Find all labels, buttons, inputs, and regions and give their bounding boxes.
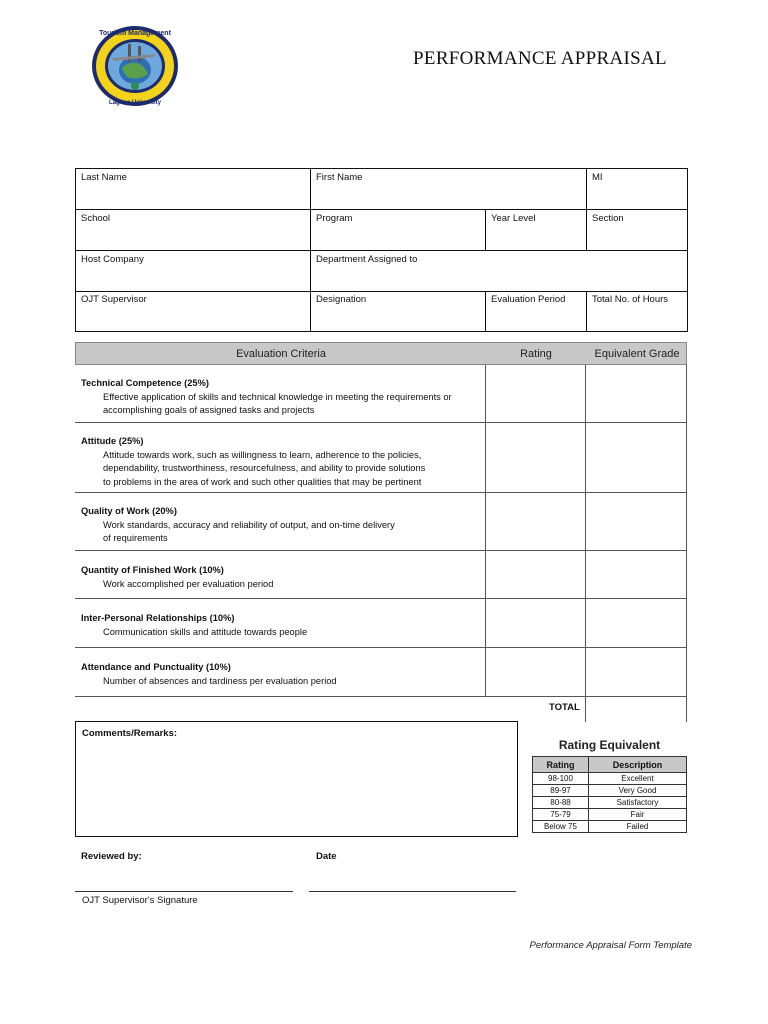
criterion-description: Attitude towards work, such as willingness to learn, adherence to the policies, [103, 449, 422, 460]
rating-description: Satisfactory [589, 797, 687, 809]
criterion-row [75, 551, 687, 599]
rating-equivalent-table [532, 756, 687, 833]
criterion-title: Technical Competence (25%) [81, 378, 209, 388]
program-field[interactable]: Program [311, 210, 486, 250]
year-level-field[interactable]: Year Level [486, 210, 587, 250]
rating-description: Failed [589, 821, 687, 833]
total-cell[interactable] [585, 697, 686, 722]
info-row-name [76, 169, 687, 210]
first-name-field[interactable]: First Name [311, 169, 587, 209]
criterion-text [81, 661, 481, 688]
info-row-school [76, 210, 687, 251]
description-column-header: Description [589, 757, 687, 773]
info-row-company [76, 251, 687, 292]
section-field[interactable]: Section [592, 213, 624, 224]
criterion-description: to problems in the area of work and such other qualities that may be pertinent [103, 476, 422, 487]
table-row [533, 809, 687, 821]
reviewed-by-label: Reviewed by: [81, 851, 142, 862]
table-row [533, 821, 687, 833]
total-label: TOTAL [549, 702, 580, 713]
criterion-text [81, 435, 481, 489]
rating-description: Excellent [589, 773, 687, 785]
criterion-row [75, 493, 687, 551]
date-label: Date [316, 851, 337, 862]
column-divider [686, 365, 687, 722]
criterion-text [81, 377, 481, 418]
evaluation-period-field[interactable]: Evaluation Period [486, 291, 587, 331]
template-note: Performance Appraisal Form Template [529, 940, 692, 951]
criterion-row [75, 365, 687, 423]
rating-header: Rating [520, 348, 552, 360]
table-row [533, 773, 687, 785]
rating-range: 80-88 [533, 797, 589, 809]
rating-range: Below 75 [533, 821, 589, 833]
school-field[interactable]: School [76, 210, 311, 250]
signature-label: OJT Supervisor's Signature [82, 895, 198, 906]
svg-text:Laguna University: Laguna University [108, 100, 162, 106]
criterion-text [81, 564, 481, 591]
criterion-title: Inter-Personal Relationships (10%) [81, 613, 235, 623]
host-company-field[interactable]: Host Company [76, 251, 311, 291]
total-hours-field[interactable]: Total No. of Hours [592, 294, 669, 305]
criterion-title: Quality of Work (20%) [81, 506, 177, 516]
criterion-description: Communication skills and attitude towards people [103, 626, 308, 637]
rating-range: 98-100 [533, 773, 589, 785]
rating-range: 75-79 [533, 809, 589, 821]
university-seal-logo [90, 24, 180, 108]
table-row [533, 785, 687, 797]
info-row-supervisor [76, 291, 687, 331]
comments-label: Comments/Remarks: [82, 728, 178, 739]
rating-equivalent-title: Rating Equivalent [558, 738, 661, 752]
student-info-table [75, 168, 688, 332]
column-divider [485, 365, 486, 697]
comments-box[interactable] [75, 721, 518, 837]
criterion-row [75, 648, 687, 697]
department-field[interactable]: Department Assigned to [316, 254, 418, 265]
ojt-supervisor-field[interactable]: OJT Supervisor [76, 291, 311, 331]
criterion-title: Quantity of Finished Work (10%) [81, 565, 224, 575]
criterion-description: accomplishing goals of assigned tasks and projects [103, 405, 315, 416]
date-line[interactable] [309, 891, 516, 892]
criterion-title: Attendance and Punctuality (10%) [81, 662, 231, 672]
criterion-row [75, 423, 687, 493]
svg-text:Tourism Management: Tourism Management [99, 30, 171, 37]
evaluation-header [75, 342, 687, 365]
criterion-description: Work standards, accuracy and reliability of output, and on-time delivery [103, 519, 395, 530]
grade-header: Equivalent Grade [594, 348, 680, 360]
designation-field[interactable]: Designation [311, 291, 486, 331]
criterion-text [81, 612, 481, 639]
criterion-description: of requirements [103, 533, 168, 544]
rating-column-header: Rating [533, 757, 589, 773]
criterion-row [75, 599, 687, 648]
signature-line[interactable] [75, 891, 293, 892]
table-row [533, 797, 687, 809]
table-header-row [533, 757, 687, 773]
rating-description: Very Good [589, 785, 687, 797]
criterion-description: Effective application of skills and technical knowledge in meeting the requirements or [103, 391, 452, 402]
criterion-description: Number of absences and tardiness per evaluation period [103, 675, 337, 686]
page-title: PERFORMANCE APPRAISAL [413, 48, 667, 69]
criterion-description: dependability, trustworthiness, resourcefulness, and ability to provide solutions [103, 463, 426, 474]
criterion-text [81, 505, 481, 546]
criterion-title: Attitude (25%) [81, 436, 144, 446]
mi-field[interactable]: MI [592, 172, 603, 183]
last-name-field[interactable]: Last Name [76, 169, 311, 209]
rating-range: 89-97 [533, 785, 589, 797]
criteria-header: Evaluation Criteria [236, 348, 326, 360]
rating-description: Fair [589, 809, 687, 821]
column-divider [585, 365, 586, 722]
criterion-description: Work accomplished per evaluation period [103, 578, 274, 589]
